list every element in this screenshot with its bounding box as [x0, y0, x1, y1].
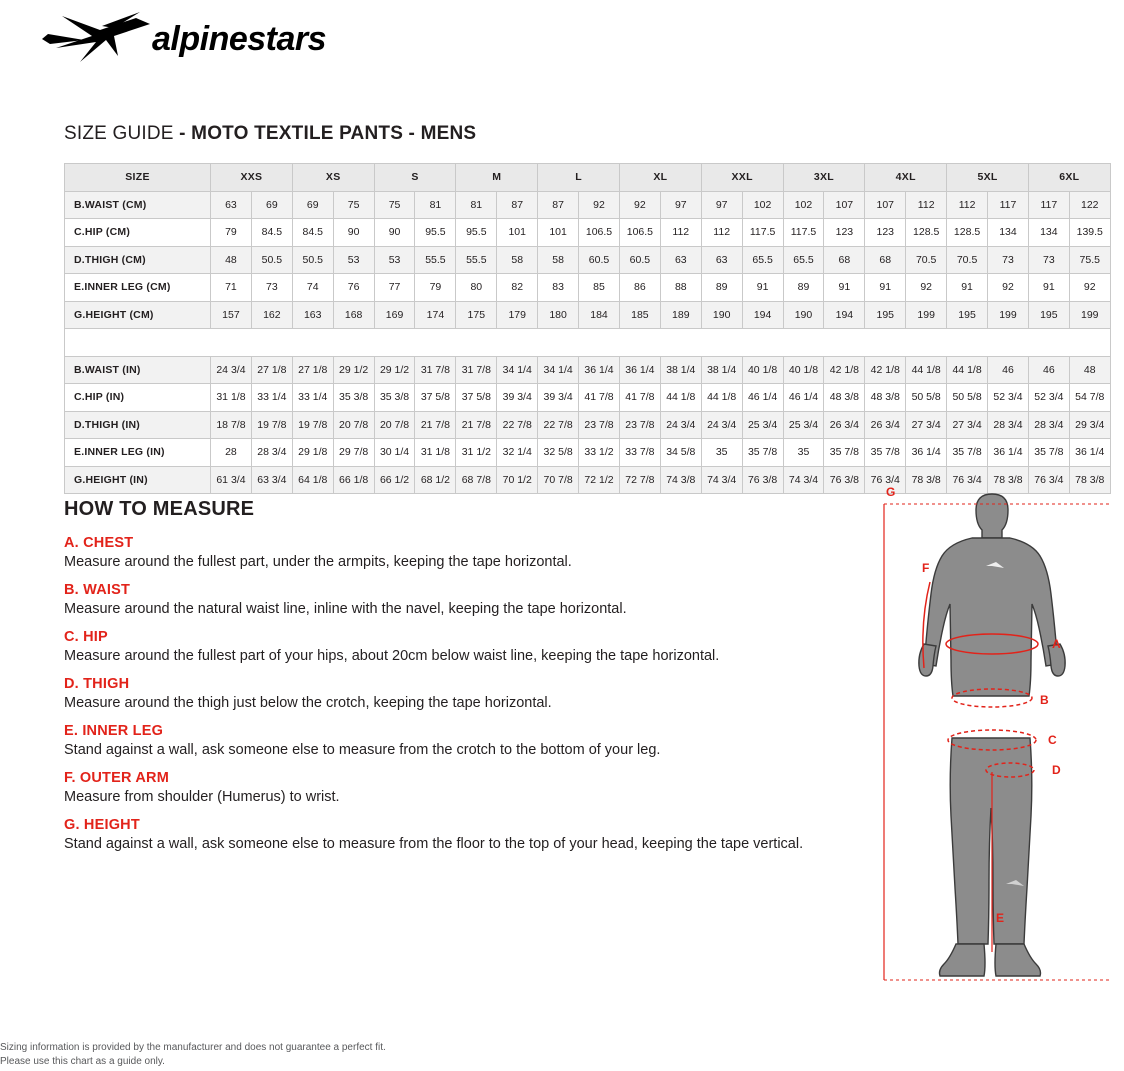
table-row — [65, 191, 1111, 219]
table-cell: 68 7/8 — [456, 466, 497, 494]
table-cell: 76 3/8 — [824, 466, 865, 494]
table-cell: 74 3/4 — [701, 466, 742, 494]
measurement-figure — [860, 482, 1110, 1022]
table-cell: 179 — [497, 301, 538, 329]
measure-item-title: G. HEIGHT — [64, 817, 140, 833]
table-cell: 26 3/4 — [824, 411, 865, 439]
table-cell: 84.5 — [251, 219, 292, 247]
table-cell: 31 1/8 — [415, 439, 456, 467]
marker-f: F — [922, 561, 930, 575]
table-cell: 21 7/8 — [415, 411, 456, 439]
page-title-prefix: SIZE GUIDE — [64, 123, 180, 144]
table-cell: 34 1/4 — [497, 356, 538, 384]
table-cell: 27 3/4 — [947, 411, 988, 439]
measure-item — [62, 582, 862, 617]
table-cell: 35 7/8 — [947, 439, 988, 467]
table-cell: 66 1/2 — [374, 466, 415, 494]
table-cell: 28 3/4 — [988, 411, 1029, 439]
table-cell: 55.5 — [456, 246, 497, 274]
table-cell: 39 3/4 — [497, 384, 538, 412]
table-cell: 50.5 — [292, 246, 333, 274]
table-cell: 46 — [988, 356, 1029, 384]
table-cell: 73 — [1028, 246, 1069, 274]
table-cell: 70.5 — [906, 246, 947, 274]
table-cell: 28 3/4 — [1028, 411, 1069, 439]
page-title-main: - MOTO TEXTILE PANTS - MENS — [179, 123, 477, 144]
table-cell: 63 — [211, 191, 252, 219]
table-cell: 29 3/4 — [1069, 411, 1110, 439]
table-cell: 68 — [865, 246, 906, 274]
size-header-4xl: 4XL — [865, 164, 947, 192]
table-cell: 112 — [701, 219, 742, 247]
table-cell: 88 — [660, 274, 701, 302]
marker-d: D — [1052, 763, 1061, 777]
table-cell: 22 7/8 — [538, 411, 579, 439]
marker-c: C — [1048, 733, 1057, 747]
table-cell: 29 1/2 — [374, 356, 415, 384]
table-cell: 75.5 — [1069, 246, 1110, 274]
measure-item-title: D. THIGH — [64, 676, 130, 692]
table-cell: 101 — [538, 219, 579, 247]
table-cell: 35 7/8 — [865, 439, 906, 467]
table-cell: 52 3/4 — [1028, 384, 1069, 412]
table-cell: 169 — [374, 301, 415, 329]
table-cell: 63 3/4 — [251, 466, 292, 494]
table-cell: 89 — [701, 274, 742, 302]
measure-item — [62, 723, 862, 758]
table-cell: 185 — [619, 301, 660, 329]
table-cell: 76 3/4 — [947, 466, 988, 494]
table-cell: 22 7/8 — [497, 411, 538, 439]
table-cell: 195 — [1028, 301, 1069, 329]
table-cell: 42 1/8 — [824, 356, 865, 384]
table-cell: 44 1/8 — [701, 384, 742, 412]
table-cell: 90 — [333, 219, 374, 247]
row-label: C.HIP (IN) — [65, 384, 211, 412]
table-cell: 84.5 — [292, 219, 333, 247]
table-cell: 36 1/4 — [988, 439, 1029, 467]
table-cell: 33 1/4 — [292, 384, 333, 412]
table-cell: 83 — [538, 274, 579, 302]
marker-b: B — [1040, 693, 1049, 707]
table-cell: 175 — [456, 301, 497, 329]
table-cell: 55.5 — [415, 246, 456, 274]
table-cell: 95.5 — [456, 219, 497, 247]
table-cell: 69 — [292, 191, 333, 219]
table-cell: 70 1/2 — [497, 466, 538, 494]
table-cell: 87 — [538, 191, 579, 219]
table-cell: 48 — [1069, 356, 1110, 384]
table-cell: 91 — [1028, 274, 1069, 302]
alpinestars-logo-icon — [40, 8, 360, 70]
table-cell: 40 1/8 — [742, 356, 783, 384]
table-cell: 77 — [374, 274, 415, 302]
table-cell: 194 — [824, 301, 865, 329]
table-cell: 107 — [865, 191, 906, 219]
table-cell: 36 1/4 — [906, 439, 947, 467]
measure-item-text: Measure around the natural waist line, inline with the navel, keeping the tape horizontal. — [64, 601, 627, 617]
table-cell: 32 1/4 — [497, 439, 538, 467]
table-cell: 60.5 — [619, 246, 660, 274]
row-label: B.WAIST (CM) — [65, 191, 211, 219]
table-cell: 97 — [660, 191, 701, 219]
table-cell: 38 1/4 — [660, 356, 701, 384]
table-cell: 102 — [783, 191, 824, 219]
table-cell: 68 1/2 — [415, 466, 456, 494]
table-cell: 44 1/8 — [660, 384, 701, 412]
table-cell: 106.5 — [619, 219, 660, 247]
table-cell: 53 — [333, 246, 374, 274]
table-row — [65, 356, 1111, 384]
table-cell: 26 3/4 — [865, 411, 906, 439]
table-cell: 24 3/4 — [701, 411, 742, 439]
table-cell: 70.5 — [947, 246, 988, 274]
table-cell: 27 3/4 — [906, 411, 947, 439]
measure-item-text: Measure from shoulder (Humerus) to wrist. — [64, 789, 340, 805]
table-cell: 95.5 — [415, 219, 456, 247]
size-header-xl: XL — [619, 164, 701, 192]
table-cell: 48 3/8 — [824, 384, 865, 412]
table-cell: 42 1/8 — [865, 356, 906, 384]
size-header-6xl: 6XL — [1028, 164, 1110, 192]
table-cell: 80 — [456, 274, 497, 302]
measure-item-title: A. CHEST — [64, 535, 134, 551]
size-header-l: L — [538, 164, 620, 192]
table-cell: 101 — [497, 219, 538, 247]
table-cell: 46 1/4 — [783, 384, 824, 412]
size-header-5xl: 5XL — [947, 164, 1029, 192]
table-cell: 37 5/8 — [415, 384, 456, 412]
footer-line-2: Please use this chart as a guide only. — [0, 1056, 165, 1067]
table-cell: 44 1/8 — [906, 356, 947, 384]
how-to-measure-heading: HOW TO MEASURE — [64, 498, 255, 520]
table-cell: 72 7/8 — [619, 466, 660, 494]
table-cell: 92 — [619, 191, 660, 219]
table-cell: 112 — [947, 191, 988, 219]
table-cell: 53 — [374, 246, 415, 274]
row-label: G.HEIGHT (IN) — [65, 466, 211, 494]
table-cell: 27 1/8 — [292, 356, 333, 384]
table-cell: 29 7/8 — [333, 439, 374, 467]
marker-e: E — [996, 911, 1005, 925]
table-cell: 31 7/8 — [415, 356, 456, 384]
table-cell: 52 3/4 — [988, 384, 1029, 412]
table-cell: 41 7/8 — [579, 384, 620, 412]
table-cell: 68 — [824, 246, 865, 274]
table-cell: 40 1/8 — [783, 356, 824, 384]
table-cell: 61 3/4 — [211, 466, 252, 494]
marker-a: A — [1052, 637, 1061, 651]
table-cell: 36 1/4 — [619, 356, 660, 384]
table-cell: 199 — [1069, 301, 1110, 329]
table-cell: 78 3/8 — [988, 466, 1029, 494]
table-cell: 63 — [701, 246, 742, 274]
table-cell: 21 7/8 — [456, 411, 497, 439]
table-cell: 73 — [988, 246, 1029, 274]
measure-item-text: Measure around the fullest part, under the armpits, keeping the tape horizontal. — [64, 554, 572, 570]
table-cell: 76 — [333, 274, 374, 302]
table-cell: 79 — [211, 219, 252, 247]
table-cell: 90 — [374, 219, 415, 247]
table-cell: 31 1/2 — [456, 439, 497, 467]
table-cell: 19 7/8 — [292, 411, 333, 439]
table-corner-label: SIZE — [65, 164, 211, 192]
table-cell: 54 7/8 — [1069, 384, 1110, 412]
table-cell: 37 5/8 — [456, 384, 497, 412]
page-title — [64, 123, 476, 145]
measure-item-text: Measure around the thigh just below the crotch, keeping the tape horizontal. — [64, 695, 552, 711]
row-label: D.THIGH (IN) — [65, 411, 211, 439]
table-cell: 30 1/4 — [374, 439, 415, 467]
table-cell: 117 — [1028, 191, 1069, 219]
table-cell: 33 1/4 — [251, 384, 292, 412]
table-cell: 23 7/8 — [579, 411, 620, 439]
table-spacer-cell — [65, 329, 1111, 357]
table-cell: 134 — [1028, 219, 1069, 247]
table-spacer — [65, 329, 1111, 357]
size-chart-table — [64, 163, 1111, 494]
measure-item-text: Measure around the fullest part of your hips, about 20cm below waist line, keeping the tape horizontal. — [64, 648, 720, 664]
table-cell: 44 1/8 — [947, 356, 988, 384]
table-cell: 48 3/8 — [865, 384, 906, 412]
table-cell: 69 — [251, 191, 292, 219]
row-label: G.HEIGHT (CM) — [65, 301, 211, 329]
row-label: C.HIP (CM) — [65, 219, 211, 247]
table-cell: 91 — [742, 274, 783, 302]
measure-item — [62, 770, 862, 805]
measure-item-title: C. HIP — [64, 629, 108, 645]
table-cell: 70 7/8 — [538, 466, 579, 494]
size-header-3xl: 3XL — [783, 164, 865, 192]
table-cell: 18 7/8 — [211, 411, 252, 439]
table-cell: 36 1/4 — [579, 356, 620, 384]
table-cell: 199 — [906, 301, 947, 329]
table-cell: 24 3/4 — [211, 356, 252, 384]
table-row — [65, 246, 1111, 274]
table-cell: 63 — [660, 246, 701, 274]
table-cell: 117.5 — [742, 219, 783, 247]
table-cell: 180 — [538, 301, 579, 329]
table-cell: 35 7/8 — [742, 439, 783, 467]
table-row — [65, 274, 1111, 302]
table-cell: 24 3/4 — [660, 411, 701, 439]
table-cell: 35 — [783, 439, 824, 467]
table-cell: 74 3/4 — [783, 466, 824, 494]
table-cell: 75 — [333, 191, 374, 219]
size-header-xxl: XXL — [701, 164, 783, 192]
table-cell: 35 7/8 — [1028, 439, 1069, 467]
table-cell: 66 1/8 — [333, 466, 374, 494]
table-cell: 60.5 — [579, 246, 620, 274]
table-cell: 38 1/4 — [701, 356, 742, 384]
svg-text:alpinestars: alpinestars — [152, 20, 327, 58]
table-cell: 128.5 — [906, 219, 947, 247]
table-cell: 27 1/8 — [251, 356, 292, 384]
table-cell: 189 — [660, 301, 701, 329]
table-cell: 25 3/4 — [783, 411, 824, 439]
table-cell: 31 7/8 — [456, 356, 497, 384]
table-cell: 74 3/8 — [660, 466, 701, 494]
table-cell: 28 — [211, 439, 252, 467]
table-cell: 72 1/2 — [579, 466, 620, 494]
table-header-row — [65, 164, 1111, 192]
table-cell: 81 — [415, 191, 456, 219]
table-cell: 107 — [824, 191, 865, 219]
body-diagram-icon — [860, 482, 1110, 1022]
table-cell: 48 — [211, 246, 252, 274]
table-cell: 19 7/8 — [251, 411, 292, 439]
table-cell: 75 — [374, 191, 415, 219]
how-to-measure-section — [62, 498, 862, 864]
table-cell: 79 — [415, 274, 456, 302]
table-cell: 91 — [824, 274, 865, 302]
measure-item — [62, 629, 862, 664]
table-cell: 28 3/4 — [251, 439, 292, 467]
table-cell: 50 5/8 — [947, 384, 988, 412]
row-label: D.THIGH (CM) — [65, 246, 211, 274]
table-cell: 20 7/8 — [374, 411, 415, 439]
table-cell: 50 5/8 — [906, 384, 947, 412]
table-cell: 76 3/4 — [865, 466, 906, 494]
table-cell: 199 — [988, 301, 1029, 329]
table-cell: 92 — [579, 191, 620, 219]
table-cell: 139.5 — [1069, 219, 1110, 247]
table-cell: 92 — [988, 274, 1029, 302]
table-cell: 112 — [906, 191, 947, 219]
table-row — [65, 301, 1111, 329]
table-cell: 81 — [456, 191, 497, 219]
footer-disclaimer — [0, 1041, 386, 1069]
table-cell: 87 — [497, 191, 538, 219]
row-label: E.INNER LEG (IN) — [65, 439, 211, 467]
table-cell: 71 — [211, 274, 252, 302]
table-cell: 58 — [538, 246, 579, 274]
table-cell: 35 — [701, 439, 742, 467]
table-cell: 46 — [1028, 356, 1069, 384]
table-cell: 117 — [988, 191, 1029, 219]
row-label: B.WAIST (IN) — [65, 356, 211, 384]
table-cell: 33 7/8 — [619, 439, 660, 467]
table-cell: 41 7/8 — [619, 384, 660, 412]
measure-item — [62, 817, 862, 852]
table-cell: 89 — [783, 274, 824, 302]
table-row — [65, 384, 1111, 412]
table-cell: 65.5 — [742, 246, 783, 274]
table-cell: 97 — [701, 191, 742, 219]
marker-g: G — [886, 485, 896, 499]
table-cell: 35 7/8 — [824, 439, 865, 467]
size-header-xs: XS — [292, 164, 374, 192]
table-cell: 35 3/8 — [333, 384, 374, 412]
table-cell: 78 3/8 — [906, 466, 947, 494]
measure-item-text: Stand against a wall, ask someone else to measure from the crotch to the bottom of your leg. — [64, 742, 661, 758]
table-cell: 162 — [251, 301, 292, 329]
table-cell: 35 3/8 — [374, 384, 415, 412]
table-cell: 85 — [579, 274, 620, 302]
table-cell: 29 1/2 — [333, 356, 374, 384]
table-cell: 32 5/8 — [538, 439, 579, 467]
table-cell: 92 — [1069, 274, 1110, 302]
table-cell: 86 — [619, 274, 660, 302]
table-cell: 31 1/8 — [211, 384, 252, 412]
table-cell: 102 — [742, 191, 783, 219]
table-cell: 23 7/8 — [619, 411, 660, 439]
table-cell: 123 — [865, 219, 906, 247]
table-cell: 76 3/4 — [1028, 466, 1069, 494]
table-cell: 50.5 — [251, 246, 292, 274]
table-cell: 134 — [988, 219, 1029, 247]
table-cell: 34 1/4 — [538, 356, 579, 384]
table-cell: 73 — [251, 274, 292, 302]
table-row — [65, 439, 1111, 467]
measure-item-title: F. OUTER ARM — [64, 770, 169, 786]
table-cell: 58 — [497, 246, 538, 274]
size-header-xxs: XXS — [211, 164, 293, 192]
table-cell: 123 — [824, 219, 865, 247]
measure-item — [62, 676, 862, 711]
table-cell: 46 1/4 — [742, 384, 783, 412]
table-cell: 190 — [701, 301, 742, 329]
table-cell: 117.5 — [783, 219, 824, 247]
table-cell: 157 — [211, 301, 252, 329]
footer-line-1: Sizing information is provided by the manufacturer and does not guarantee a perfect fit. — [0, 1042, 386, 1053]
size-header-s: S — [374, 164, 456, 192]
table-cell: 174 — [415, 301, 456, 329]
table-cell: 190 — [783, 301, 824, 329]
table-cell: 39 3/4 — [538, 384, 579, 412]
measure-item-text: Stand against a wall, ask someone else to measure from the floor to the top of your head, keeping the tape vertical. — [64, 836, 804, 852]
table-row — [65, 411, 1111, 439]
table-cell: 195 — [947, 301, 988, 329]
table-cell: 36 1/4 — [1069, 439, 1110, 467]
table-cell: 195 — [865, 301, 906, 329]
table-cell: 76 3/8 — [742, 466, 783, 494]
row-label: E.INNER LEG (CM) — [65, 274, 211, 302]
measure-item — [62, 535, 862, 570]
table-cell: 194 — [742, 301, 783, 329]
measure-item-title: B. WAIST — [64, 582, 131, 598]
table-cell: 74 — [292, 274, 333, 302]
table-cell: 91 — [865, 274, 906, 302]
table-cell: 122 — [1069, 191, 1110, 219]
table-row — [65, 219, 1111, 247]
table-cell: 112 — [660, 219, 701, 247]
table-cell: 106.5 — [579, 219, 620, 247]
table-cell: 20 7/8 — [333, 411, 374, 439]
table-cell: 184 — [579, 301, 620, 329]
table-cell: 29 1/8 — [292, 439, 333, 467]
table-cell: 25 3/4 — [742, 411, 783, 439]
table-cell: 92 — [906, 274, 947, 302]
table-cell: 168 — [333, 301, 374, 329]
table-cell: 33 1/2 — [579, 439, 620, 467]
size-header-m: M — [456, 164, 538, 192]
table-cell: 65.5 — [783, 246, 824, 274]
table-cell: 82 — [497, 274, 538, 302]
table-cell: 163 — [292, 301, 333, 329]
table-cell: 128.5 — [947, 219, 988, 247]
table-cell: 78 3/8 — [1069, 466, 1110, 494]
table-cell: 64 1/8 — [292, 466, 333, 494]
measure-item-title: E. INNER LEG — [64, 723, 164, 739]
table-cell: 34 5/8 — [660, 439, 701, 467]
size-table-wrapper — [64, 163, 1110, 494]
brand-logo — [40, 8, 360, 70]
table-cell: 91 — [947, 274, 988, 302]
